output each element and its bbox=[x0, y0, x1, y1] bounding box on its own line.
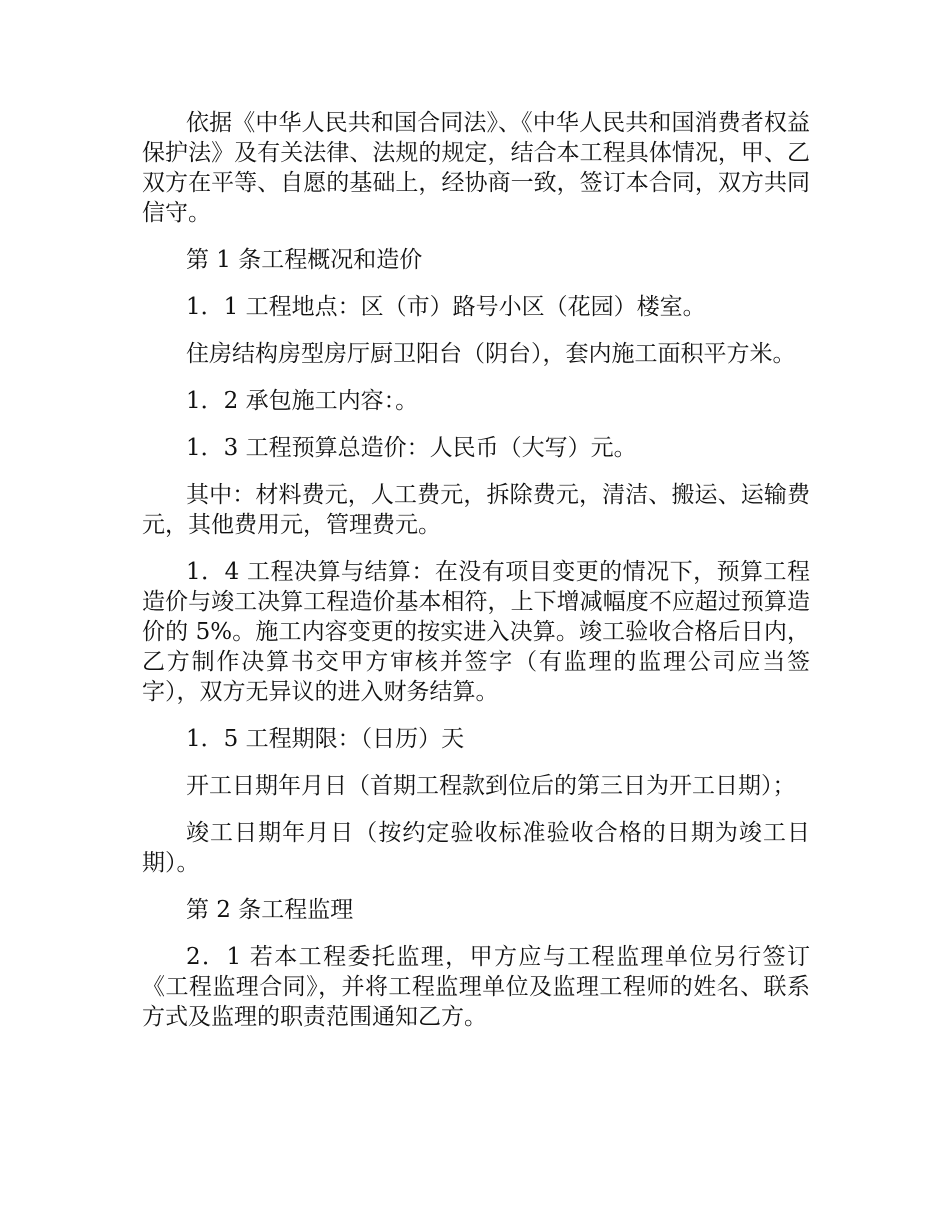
clause-1-1-structure: 住房结构房型房厅厨卫阳台（阴台），套内施工面积平方米。 bbox=[186, 341, 796, 367]
clause-1-5-start-date: 开工日期年月日（首期工程款到位后的第三日为开工日期）； bbox=[186, 773, 796, 799]
article-2-heading: 第 2 条工程监理 bbox=[186, 897, 354, 923]
clause-1-3-total-cost: 1．3 工程预算总造价：人民币（大写）元。 bbox=[186, 435, 637, 461]
clause-1-2-scope: 1．2 承包施工内容：。 bbox=[186, 388, 419, 414]
clause-1-1-location: 1．1 工程地点：区（市）路号小区（花园）楼室。 bbox=[186, 294, 706, 320]
clause-1-3-cost-breakdown: 其中：材料费元，人工费元，拆除费元，清洁、搬运、运输费元，其他费用元，管理费元。 bbox=[142, 482, 810, 538]
clause-1-4-settlement: 1．4 工程决算与结算：在没有项目变更的情况下，预算工程造价与竣工决算工程造价基本相符，上下增减幅度不应超过预算造价的 5%。施工内容变更的按实进入决算。竣工验收合格后日内，乙方制作决算书交甲方审核并签字（有监理的监理公司应当签字），双方无异议的进入财务结算。 bbox=[142, 559, 810, 705]
clause-1-5-duration: 1．5 工程期限：（日历）天 bbox=[186, 726, 465, 752]
intro-paragraph: 依据《中华人民共和国合同法》、《中华人民共和国消费者权益保护法》及有关法律、法规的规定，结合本工程具体情况，甲、乙双方在平等、自愿的基础上，经协商一致，签订本合同，双方共同信守。 bbox=[142, 110, 810, 226]
document-body bbox=[142, 108, 810, 1049]
clause-1-5-completion-date: 竣工日期年月日（按约定验收标准验收合格的日期为竣工日期）。 bbox=[142, 820, 810, 876]
article-1-heading: 第 1 条工程概况和造价 bbox=[186, 247, 423, 273]
clause-2-1-supervision: 2．1 若本工程委托监理，甲方应与工程监理单位另行签订《工程监理合同》，并将工程监理单位及监理工程师的姓名、联系方式及监理的职责范围通知乙方。 bbox=[142, 944, 810, 1030]
